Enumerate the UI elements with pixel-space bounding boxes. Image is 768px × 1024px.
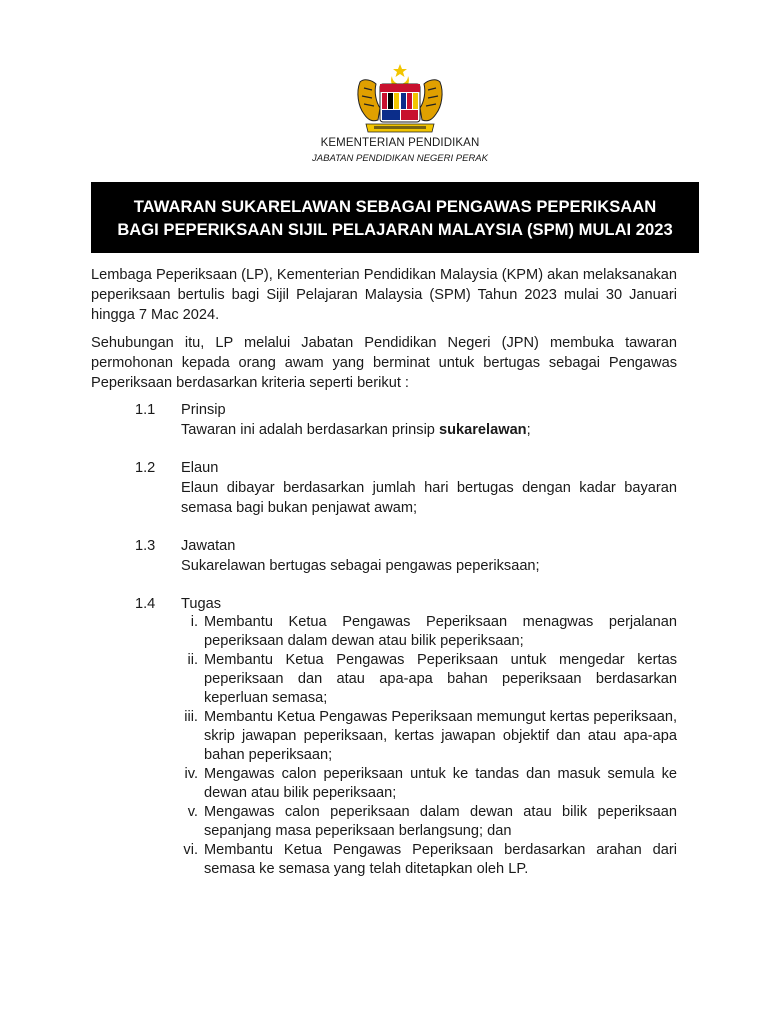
list-item-text: Membantu Ketua Pengawas Peperiksaan memungut kertas peperiksaan, skrip jawapan peperiksaan, kertas jawapan objektif dan atau apa-apa bahan peperiksaan;	[204, 709, 677, 763]
list-item-text: Membantu Ketua Pengawas Peperiksaan berdasarkan arahan dari semasa ke semasa yang telah ditetapkan oleh LP.	[204, 842, 677, 877]
section-heading: Elaun	[181, 460, 219, 476]
department-name: JABATAN PENDIDIKAN NEGERI PERAK	[312, 153, 488, 164]
list-item-text: Membantu Ketua Pengawas Peperiksaan untuk mengedar kertas peperiksaan dan atau apa-apa bahan peperiksaan berdasarkan keperluan semasa;	[204, 652, 677, 706]
section-elaun	[181, 458, 677, 518]
section-text-end: ;	[526, 422, 531, 438]
criteria-paragraph: Sehubungan itu, LP melalui Jabatan Pendidikan Negeri (JPN) membuka tawaran permohonan kepada orang awam yang berminat untuk bertugas sebagai Pengawas Peperiksaan berdasarkan kriteria seperti berikut :	[91, 335, 677, 391]
coat-of-arms-logo	[352, 62, 448, 140]
section-tugas	[181, 594, 677, 614]
section-heading: Prinsip	[181, 402, 226, 418]
section-text: Elaun dibayar berdasarkan jumlah hari bertugas dengan kadar bayaran semasa bagi bukan penjawat awam;	[181, 480, 677, 516]
section-number: 1.1	[135, 402, 156, 418]
list-item	[181, 765, 677, 803]
list-item	[181, 803, 677, 841]
list-item-text: Mengawas calon peperiksaan untuk ke tandas dan masuk semula ke dewan atau bilik peperiksaan;	[204, 766, 677, 801]
section-heading: Tugas	[181, 596, 222, 612]
section-prinsip	[181, 400, 677, 440]
section-number: 1.2	[135, 460, 156, 476]
title-line-2: BAGI PEPERIKSAAN SIJIL PELAJARAN MALAYSIA (SPM) MULAI 2023	[117, 220, 673, 239]
list-item	[181, 651, 677, 708]
section-number: 1.3	[135, 538, 156, 554]
title-banner	[91, 182, 699, 253]
list-marker: i.	[190, 614, 198, 630]
list-item-text: Mengawas calon peperiksaan dalam dewan atau bilik peperiksaan sepanjang masa peperiksaan berlangsung; dan	[204, 804, 677, 839]
list-marker: iii.	[184, 709, 198, 725]
section-text-bold: sukarelawan	[438, 422, 527, 438]
intro-paragraph: Lembaga Peperiksaan (LP), Kementerian Pendidikan Malaysia (KPM) akan melaksanakan peperiksaan bertulis bagi Sijil Pelajaran Malaysia (SPM) Tahun 2023 mulai 30 Januari hingga 7 Mac 2024.	[91, 267, 677, 323]
section-number: 1.4	[135, 596, 156, 612]
section-heading: Jawatan	[181, 538, 236, 554]
list-item	[181, 613, 677, 651]
list-marker: iv.	[184, 766, 198, 782]
section-text: Sukarelawan bertugas sebagai pengawas peperiksaan;	[181, 558, 540, 574]
list-item-text: Membantu Ketua Pengawas Peperiksaan menagwas perjalanan peperiksaan dalam dewan atau bilik peperiksaan;	[204, 614, 677, 649]
list-marker: vi.	[183, 842, 198, 858]
title-line-1: TAWARAN SUKARELAWAN SEBAGAI PENGAWAS PEPERIKSAAN	[133, 197, 657, 216]
task-list	[181, 613, 677, 879]
list-item	[181, 841, 677, 879]
list-item	[181, 708, 677, 765]
list-marker: ii.	[187, 652, 198, 668]
ministry-name: KEMENTERIAN PENDIDIKAN	[320, 137, 480, 149]
section-text: Tawaran ini adalah berdasarkan prinsip	[181, 422, 439, 438]
list-marker: v.	[187, 804, 198, 820]
section-jawatan	[181, 536, 677, 576]
